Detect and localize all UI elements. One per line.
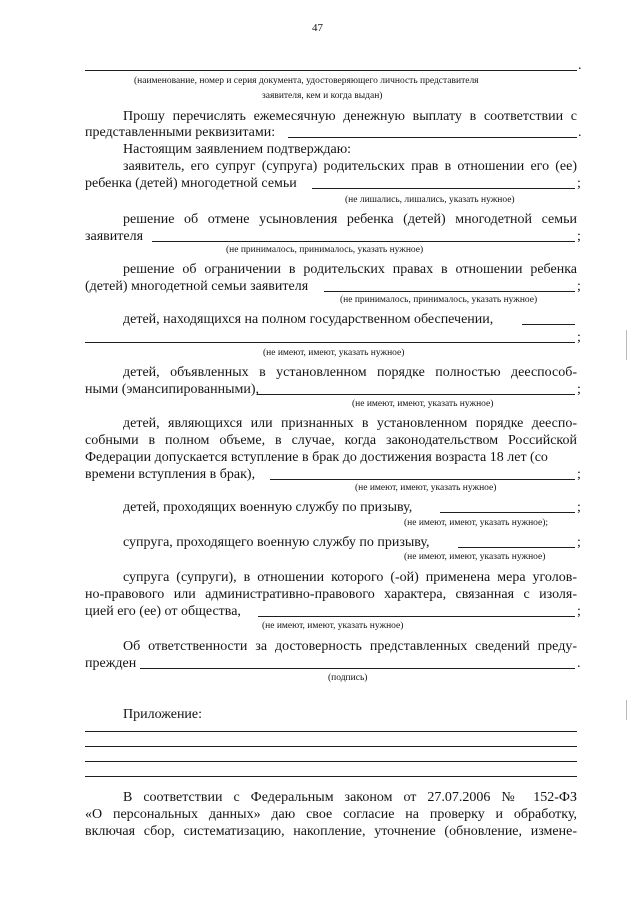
- line-end-mark: .: [578, 58, 582, 73]
- appendix-label: Приложение:: [123, 707, 203, 722]
- spouse-isolation-text: супруга (супруги), в отношении которого (-ой) применена мера уголов-: [123, 570, 577, 585]
- parental-rights-caption: (не лишались, лишались, указать нужное): [345, 195, 515, 205]
- line-end-mark: ;: [577, 500, 581, 515]
- line-end-mark: .: [578, 125, 582, 140]
- adoption-cancel-text: решение об отмене усыновления ребенка (детей) многодетной семьи: [123, 212, 577, 227]
- restriction-caption: (не принималось, принималось, указать нужное): [340, 295, 538, 305]
- signature-line[interactable]: [140, 668, 575, 669]
- page-number: 47: [312, 22, 323, 34]
- bank-details-line[interactable]: [288, 137, 577, 138]
- representative-document-line[interactable]: [85, 70, 577, 71]
- spouse-isolation-line[interactable]: [258, 616, 575, 617]
- representative-document-caption-cont: заявителя, кем и когда выдан): [262, 91, 383, 101]
- military-spouse-line[interactable]: [458, 547, 575, 548]
- representative-document-caption: (наименование, номер и серия документа, удостоверяющего личность представителя: [134, 76, 479, 86]
- adoption-cancel-caption: (не принималось, принималось, указать нужное): [226, 245, 424, 255]
- appendix-line-4[interactable]: [85, 776, 577, 777]
- restriction-text-cont: (детей) многодетной семьи заявителя: [85, 279, 309, 294]
- emancipated-text-cont: ными (эмансипированными),: [85, 382, 260, 397]
- consent-text: В соответствии с Федеральным законом от 27.07.2006 № 152-ФЗ: [123, 790, 577, 805]
- confirm-heading: Настоящим заявлением подтверждаю:: [123, 142, 352, 157]
- capacity-text-cont2: Федерации допускается вступление в брак до достижения возраста 18 лет (со: [85, 450, 548, 465]
- line-end-mark: ;: [577, 330, 581, 345]
- parental-rights-line[interactable]: [312, 188, 575, 189]
- military-children-text: детей, проходящих военную службу по призыву,: [123, 500, 413, 515]
- signature-caption: (подпись): [328, 673, 368, 683]
- capacity-caption: (не имеют, имеют, указать нужное): [355, 483, 497, 493]
- emancipated-text: детей, объявленных в установленном порядке полностью дееспособ-: [123, 365, 577, 380]
- request-paragraph: Прошу перечислять ежемесячную денежную выплату в соответствии с: [123, 109, 577, 124]
- military-children-line[interactable]: [440, 512, 575, 513]
- restriction-text: решение об ограничении в родительских правах в отношении ребенка: [123, 262, 577, 277]
- spouse-isolation-text-cont2: цией его (ее) от общества,: [85, 604, 241, 619]
- emancipated-line[interactable]: [257, 394, 575, 395]
- appendix-line-3[interactable]: [85, 761, 577, 762]
- line-end-mark: .: [577, 656, 581, 671]
- military-spouse-caption: (не имеют, имеют, указать нужное): [404, 552, 546, 562]
- capacity-text-cont1: собными в полном объеме, в случае, когда законодательством Российской: [85, 433, 577, 448]
- parental-rights-text-cont: ребенка (детей) многодетной семьи: [85, 176, 297, 191]
- state-support-text: детей, находящихся на полном государственном обеспечении,: [123, 312, 494, 327]
- line-end-mark: ;: [577, 176, 581, 191]
- state-support-caption: (не имеют, имеют, указать нужное): [263, 348, 405, 358]
- capacity-line[interactable]: [270, 479, 575, 480]
- request-paragraph-cont: представленными реквизитами:: [85, 125, 276, 140]
- capacity-text: детей, являющихся или признанных в установленном порядке дееспо-: [123, 416, 577, 431]
- line-end-mark: ;: [577, 229, 581, 244]
- state-support-line-1[interactable]: [522, 324, 575, 325]
- spouse-isolation-caption: (не имеют, имеют, указать нужное): [262, 621, 404, 631]
- state-support-line-2[interactable]: [85, 342, 575, 343]
- line-end-mark: ;: [577, 382, 581, 397]
- scan-artifact: [626, 330, 627, 360]
- appendix-line-2[interactable]: [85, 746, 577, 747]
- adoption-cancel-line[interactable]: [152, 241, 575, 242]
- restriction-line[interactable]: [324, 291, 575, 292]
- adoption-cancel-text-cont: заявителя: [85, 229, 144, 244]
- military-spouse-text: супруга, проходящего военную службу по призыву,: [123, 535, 430, 550]
- consent-text-cont2: включая сбор, систематизацию, накопление, уточнение (обновление, измене-: [85, 824, 577, 839]
- responsibility-text-cont: прежден: [85, 656, 137, 671]
- scan-artifact: [626, 700, 627, 720]
- appendix-line-1[interactable]: [85, 731, 577, 732]
- line-end-mark: ;: [577, 279, 581, 294]
- line-end-mark: ;: [577, 604, 581, 619]
- military-children-caption: (не имеют, имеют, указать нужное);: [404, 518, 549, 528]
- parental-rights-text: заявитель, его супруг (супруга) родительских прав в отношении его (ее): [123, 159, 577, 174]
- consent-text-cont1: «О персональных данных» даю свое согласие на проверку и обработку,: [85, 807, 577, 822]
- emancipated-caption: (не имеют, имеют, указать нужное): [352, 399, 494, 409]
- line-end-mark: ;: [577, 535, 581, 550]
- capacity-text-cont3: времени вступления в брак),: [85, 467, 256, 482]
- spouse-isolation-text-cont1: но-правового или административно-правового характера, связанная с изоля-: [85, 587, 577, 602]
- responsibility-text: Об ответственности за достоверность представленных сведений преду-: [123, 639, 577, 654]
- line-end-mark: ;: [577, 467, 581, 482]
